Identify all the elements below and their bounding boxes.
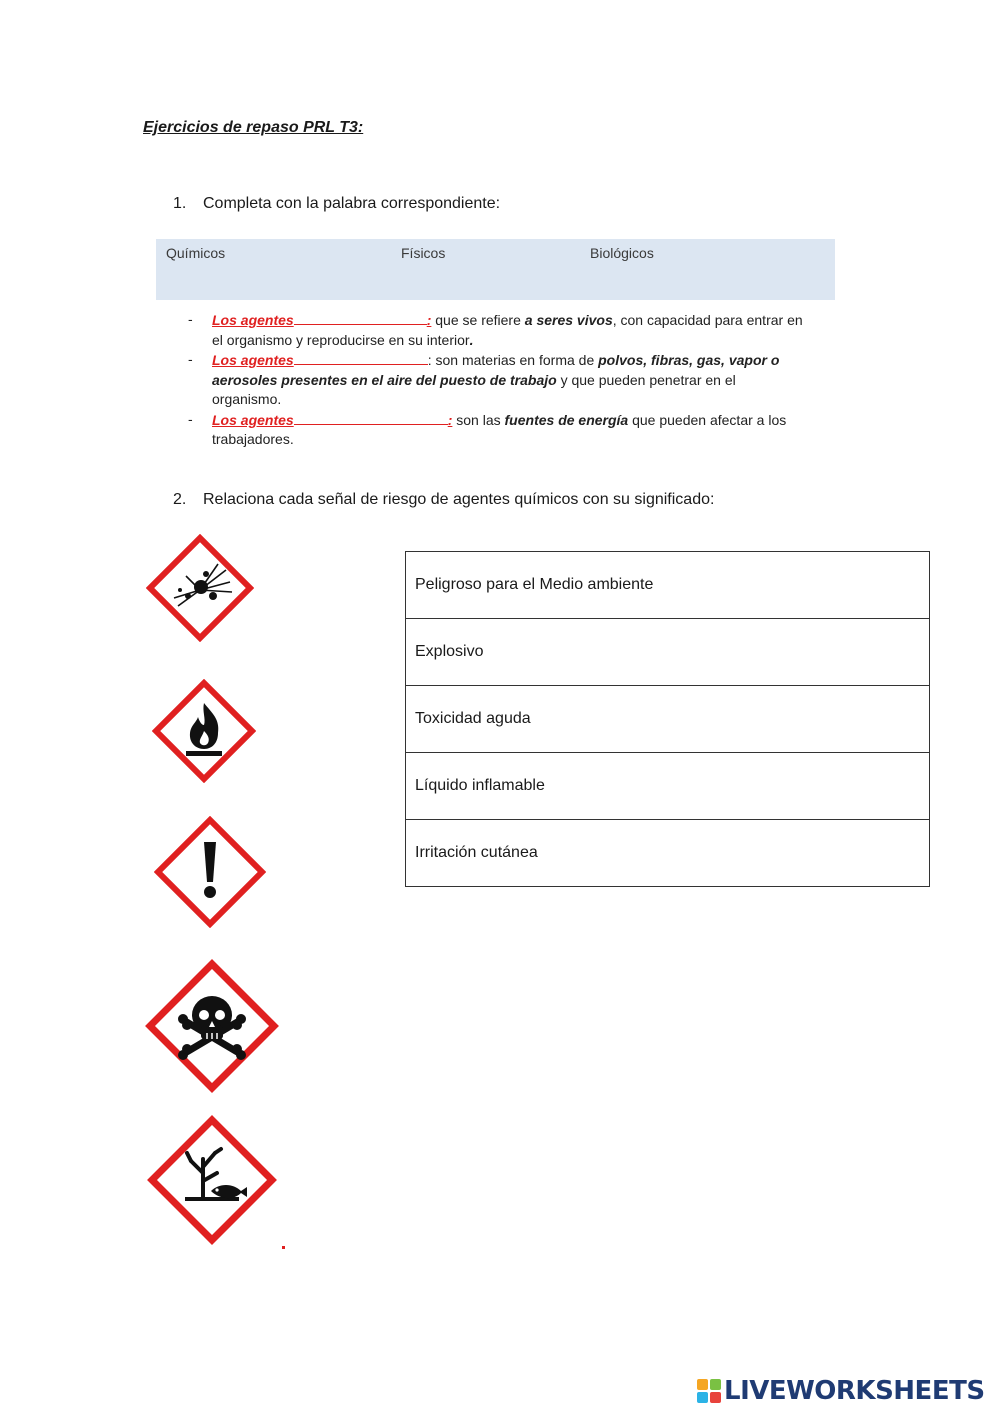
table-row bbox=[406, 753, 930, 820]
item-text: , con capacidad para entrar en el organismo y reproducirse en su interior bbox=[212, 312, 803, 348]
table-row bbox=[406, 552, 930, 619]
table-row bbox=[406, 619, 930, 686]
answer-blank[interactable] bbox=[294, 310, 427, 325]
question-number: 1. bbox=[173, 195, 187, 212]
bullet-dash: - bbox=[188, 351, 193, 367]
page-title: Ejercicios de repaso PRL T3: bbox=[143, 119, 364, 136]
word-bank-item[interactable]: Físicos bbox=[401, 245, 446, 261]
item-bold-text: fuentes de energía bbox=[504, 411, 629, 428]
flame-icon[interactable] bbox=[152, 679, 256, 783]
brand-logo-icon bbox=[697, 1379, 721, 1403]
item-label: Los agentes bbox=[212, 312, 294, 328]
skull-crossbones-icon[interactable] bbox=[145, 959, 279, 1093]
table-row bbox=[406, 820, 930, 887]
item-colon: : bbox=[426, 312, 432, 328]
answer-cell[interactable]: Líquido inflamable bbox=[406, 753, 930, 820]
word-bank-item[interactable]: Químicos bbox=[166, 245, 226, 261]
answer-cell[interactable]: Toxicidad aguda bbox=[406, 686, 930, 753]
item-text: que se refiere bbox=[431, 312, 525, 328]
item-label: Los agentes bbox=[212, 352, 294, 368]
question-text: Relaciona cada señal de riesgo de agentes químicos con su significado: bbox=[203, 491, 715, 508]
item-colon: : bbox=[447, 411, 453, 428]
fill-in-list bbox=[188, 310, 808, 450]
item-text: y que pueden penetrar en el organismo. bbox=[212, 371, 736, 407]
environment-icon[interactable] bbox=[147, 1115, 277, 1245]
word-bank-item[interactable]: Biológicos bbox=[590, 245, 654, 261]
word-bank bbox=[156, 239, 835, 300]
exclamation-icon[interactable] bbox=[154, 816, 266, 928]
bullet-dash: - bbox=[188, 311, 193, 327]
item-label: Los agentes bbox=[212, 411, 294, 428]
item-bold-text: a seres vivos bbox=[524, 312, 613, 328]
brand-text: LIVEWORKSHEETS bbox=[724, 1376, 985, 1406]
question-number: 2. bbox=[173, 491, 187, 508]
answer-blank[interactable] bbox=[294, 410, 448, 425]
item-text: : son materias en forma de bbox=[427, 352, 599, 368]
answer-blank[interactable] bbox=[294, 350, 428, 365]
liveworksheets-logo bbox=[697, 1376, 985, 1406]
item-text: son las bbox=[452, 411, 505, 428]
item-bold-text: polvos, fibras, gas, vapor o aerosoles presentes en el aire del puesto de trabajo bbox=[212, 352, 780, 388]
bullet-dash: - bbox=[188, 410, 193, 427]
fill-in-item bbox=[188, 410, 808, 450]
fill-in-item bbox=[188, 310, 808, 350]
item-bold-text: . bbox=[469, 331, 474, 348]
question-2 bbox=[173, 491, 714, 509]
answer-cell[interactable]: Peligroso para el Medio ambiente bbox=[406, 552, 930, 619]
answers-table bbox=[405, 551, 930, 887]
fill-in-item bbox=[188, 350, 808, 410]
red-dot bbox=[282, 1246, 285, 1249]
question-text: Completa con la palabra correspondiente: bbox=[203, 195, 501, 212]
question-1 bbox=[173, 195, 500, 213]
item-text: que pueden afectar a los trabajadores. bbox=[212, 411, 787, 447]
answer-cell[interactable]: Irritación cutánea bbox=[406, 820, 930, 887]
explosive-icon[interactable] bbox=[146, 534, 254, 642]
table-row bbox=[406, 686, 930, 753]
answer-cell[interactable]: Explosivo bbox=[406, 619, 930, 686]
